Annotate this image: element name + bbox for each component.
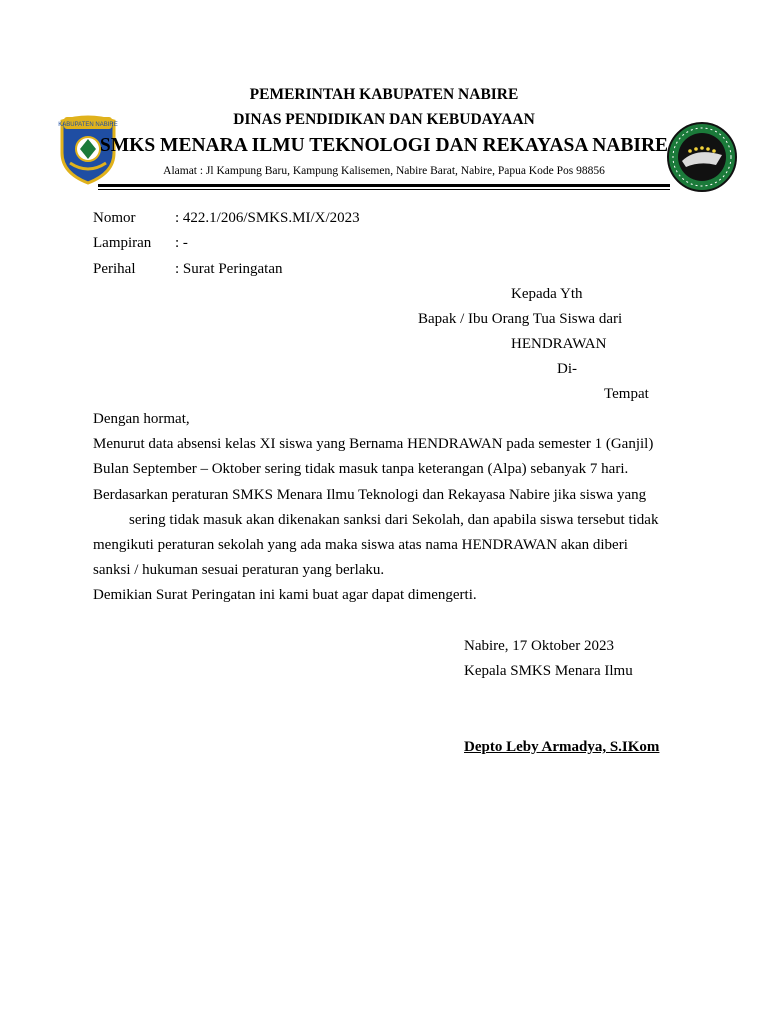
letterhead-school-name: SMKS MENARA ILMU TEKNOLOGI DAN REKAYASA NABIRE [99,135,669,156]
letterhead-address: Alamat : Jl Kampung Baru, Kampung Kalisemen, Nabire Barat, Nabire, Papua Kode Pos 98856 [163,165,605,177]
paragraph-2-line-3: mengikuti peraturan sekolah yang ada maka siswa atas nama HENDRAWAN akan diberi [93,537,628,554]
recipient-tempat: Tempat [604,386,649,402]
paragraph-2-line-1: Berdasarkan peraturan SMKS Menara Ilmu Teknologi dan Rekayasa Nabire jika siswa yang [93,486,647,503]
lampiran-label: Lampiran [93,235,152,251]
paragraph-1-line-2: Bulan September – Oktober sering tidak masuk tanpa keterangan (Alpa) sebanyak 7 hari. [93,461,629,478]
regency-emblem-text: KABUPATEN NABIRE [58,122,118,128]
letter-body [93,407,675,609]
paragraph-1-line-1: Menurut data absensi kelas XI siswa yang Bernama HENDRAWAN pada semester 1 (Ganjil) [93,436,654,453]
lampiran-value: : - [175,235,188,251]
nomor-value: : 422.1/206/SMKS.MI/X/2023 [175,210,360,226]
place-date: Nabire, 17 Oktober 2023 [464,638,614,654]
school-emblem-logo [666,121,738,193]
nomor-label: Nomor [93,210,136,226]
letterhead-thin-rule [98,189,670,190]
greeting: Dengan hormat, [93,411,190,427]
recipient-di: Di- [557,361,577,377]
perihal-value: : Surat Peringatan [175,261,283,277]
letterhead-government: PEMERINTAH KABUPATEN NABIRE [249,86,519,103]
perihal-label: Perihal [93,261,136,277]
recipient-kepada: Kepada Yth [511,286,583,302]
recipient-parents: Bapak / Ibu Orang Tua Siswa dari [418,311,623,327]
paragraph-2-line-4: sanksi / hukuman sesuai peraturan yang berlaku. [93,562,385,579]
paragraph-2-line-2: sering tidak masuk akan dikenakan sanksi dari Sekolah, dan apabila siswa tersebut tidak [129,511,659,528]
recipient-student-name: HENDRAWAN [511,336,607,352]
letterhead-thick-rule [98,184,670,187]
signatory-name: Depto Leby Armadya, S.IKom [464,739,660,755]
closing-sentence: Demikian Surat Peringatan ini kami buat agar dapat dimengerti. [93,587,477,604]
letterhead-department: DINAS PENDIDIKAN DAN KEBUDAYAAN [233,111,535,128]
signatory-position: Kepala SMKS Menara Ilmu [464,663,633,679]
